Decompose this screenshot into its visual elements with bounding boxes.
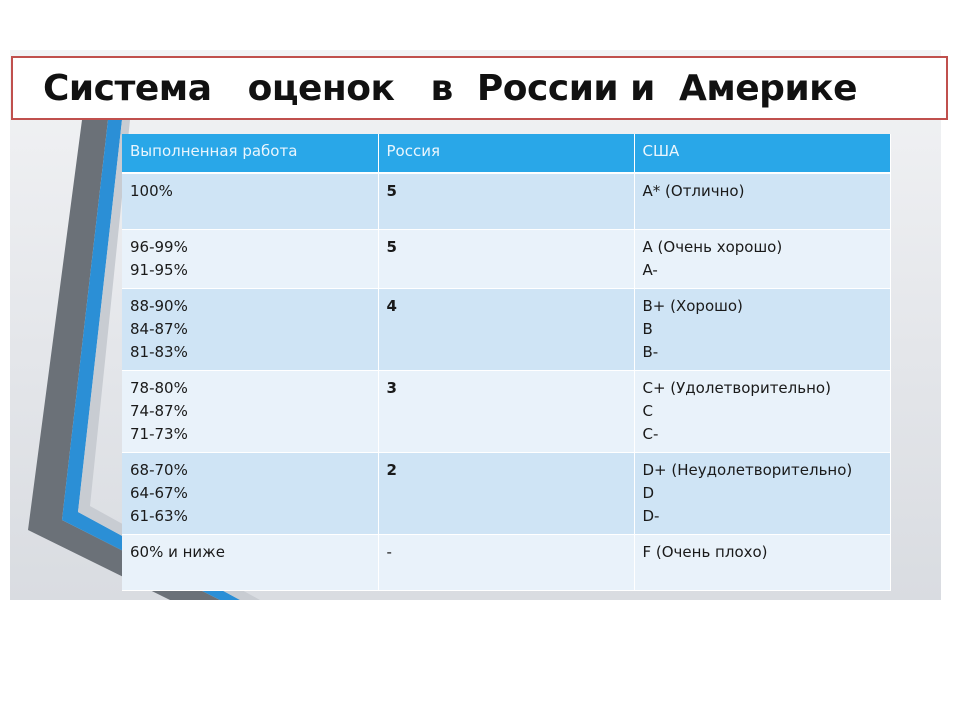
usa-grade: A* (Отлично) <box>642 182 745 200</box>
table-row <box>122 173 890 229</box>
work-range: 68-70% <box>130 460 188 479</box>
work-range: 84-87% <box>130 319 188 338</box>
work-range: 61-63% <box>130 506 188 525</box>
cell-russia-grade: 2 <box>378 452 634 534</box>
cell-work <box>122 370 378 452</box>
table-row <box>122 370 890 452</box>
table-row <box>122 452 890 534</box>
work-range: 81-83% <box>130 342 188 361</box>
cell-usa-grade <box>634 534 890 590</box>
work-range: 91-95% <box>130 260 188 279</box>
table-header-row <box>122 134 890 173</box>
usa-grade: A (Очень хорошо) <box>642 237 783 256</box>
cell-usa-grade <box>634 173 890 229</box>
work-range: 64-67% <box>130 483 188 502</box>
usa-grade: C+ (Удолетворительно) <box>642 378 831 397</box>
usa-grade: B <box>642 319 653 338</box>
header-russia: Россия <box>378 134 634 173</box>
work-range: 71-73% <box>130 424 188 443</box>
header-usa: США <box>634 134 890 173</box>
work-range: 60% и ниже <box>130 542 225 561</box>
usa-grade: D <box>642 483 655 502</box>
cell-work <box>122 288 378 370</box>
cell-russia-grade: 5 <box>378 229 634 288</box>
cell-usa-grade <box>634 229 890 288</box>
usa-grade: A- <box>642 260 658 279</box>
usa-grade: C <box>642 401 653 420</box>
grade-table <box>122 134 891 591</box>
usa-grade: B+ (Хорошо) <box>642 296 743 315</box>
table-row <box>122 229 890 288</box>
cell-usa-grade <box>634 452 890 534</box>
cell-russia-grade: 4 <box>378 288 634 370</box>
work-range: 96-99% <box>130 237 188 256</box>
usa-grade: B- <box>642 342 659 361</box>
cell-usa-grade <box>634 370 890 452</box>
cell-usa-grade <box>634 288 890 370</box>
cell-work <box>122 229 378 288</box>
cell-work <box>122 452 378 534</box>
usa-grade: D- <box>642 506 660 525</box>
page-title: Система оценок в России и Америке <box>43 68 858 109</box>
table-row <box>122 534 890 590</box>
header-work: Выполненная работа <box>122 134 378 173</box>
work-range: 100% <box>130 182 173 200</box>
cell-work <box>122 173 378 229</box>
cell-russia-grade: 5 <box>378 173 634 229</box>
work-range: 88-90% <box>130 296 188 315</box>
work-range: 74-87% <box>130 401 188 420</box>
usa-grade: F (Очень плохо) <box>642 542 768 561</box>
work-range: 78-80% <box>130 378 188 397</box>
usa-grade: D+ (Неудолетворительно) <box>642 460 853 479</box>
cell-russia-grade: 3 <box>378 370 634 452</box>
cell-russia-grade: - <box>378 534 634 590</box>
table-row <box>122 288 890 370</box>
title-box <box>11 56 948 120</box>
cell-work <box>122 534 378 590</box>
usa-grade: C- <box>642 424 659 443</box>
